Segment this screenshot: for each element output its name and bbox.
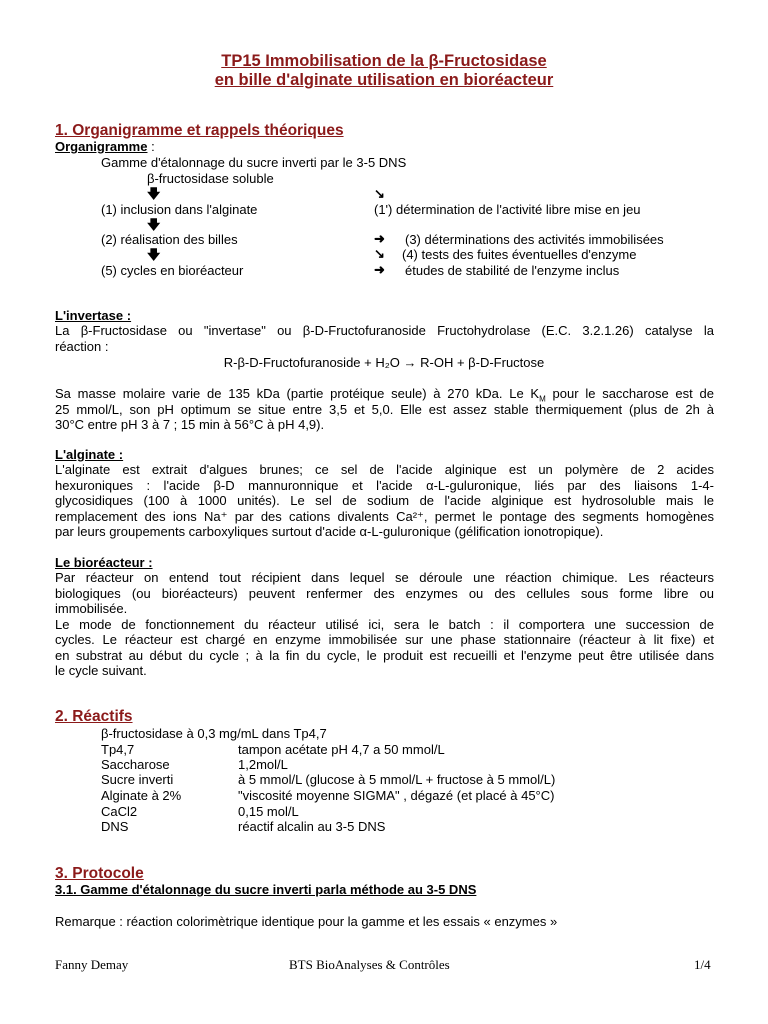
alginate-line4: remplacement des ions Na⁺ par des cations divalents Ca²⁺, permet le pontage des segments homogènes — [55, 508, 714, 524]
arrow-down-icon: 🡇 — [147, 186, 161, 201]
bioreacteur-paragraph — [55, 570, 714, 679]
invertase-paragraph — [55, 323, 714, 354]
invertase-line1: La β-Fructosidase ou "invertase" ou β-D-Fructofuranoside Fructohydrolase (E.C. 3.2.1.26) catalyse la — [55, 323, 714, 338]
reagent-name: Tp4,7 — [101, 742, 135, 757]
section3-remark: Remarque : réaction colorimètrique identique pour la gamme et les essais « enzymes » — [55, 914, 558, 929]
reagent-name: Sucre inverti — [101, 772, 174, 787]
km-text: Sa masse molaire varie de 135 kDa (partie protéique seule) à 270 kDa. Le K — [55, 386, 540, 401]
bioreacteur-line3: immobilisée. — [55, 601, 128, 616]
flow-step1b: (1') détermination de l'activité libre mise en jeu — [374, 202, 641, 217]
bioreacteur-line6: en substrat au début du cycle ; à la fin du cycle, le produit est recueilli et l'enzyme peut être utilisée dans — [55, 647, 714, 663]
footer-author: Fanny Demay — [55, 957, 129, 972]
alginate-paragraph — [55, 462, 714, 540]
arrow-right-icon: ➜ — [374, 262, 385, 277]
reagent-desc: 1,2mol/L — [238, 757, 288, 772]
reagent-name: Saccharose — [101, 757, 170, 772]
section1-heading: 1. Organigramme et rappels théoriques — [55, 122, 344, 139]
section2-heading: 2. Réactifs — [55, 708, 133, 725]
arrow-down-icon: 🡇 — [147, 217, 161, 232]
flow-soluble: β-fructosidase soluble — [147, 171, 274, 186]
arrow-down-right-icon: ↘ — [374, 246, 385, 261]
flow-step5: (5) cycles en bioréacteur — [101, 263, 244, 278]
invertase-prop-line1 — [55, 386, 714, 402]
km-subscript: M — [539, 394, 546, 404]
reagent-desc: "viscosité moyenne SIGMA" , dégazé (et placé à 45°C) — [238, 788, 555, 803]
bioreacteur-label: Le bioréacteur : — [55, 555, 153, 570]
flow-step4: (4) tests des fuites éventuelles d'enzyme — [402, 247, 637, 262]
invertase-equation: R-β-D-Fructofuranoside + H₂O → R-OH + β-D-Fructose — [223, 355, 545, 370]
reagent-desc: 0,15 mol/L — [238, 804, 299, 819]
bioreacteur-line7: le cycle suivant. — [55, 663, 147, 678]
reagent-name: Alginate à 2% — [101, 788, 182, 803]
reagent-first: β-fructosidase à 0,3 mg/mL dans Tp4,7 — [101, 726, 327, 741]
section3-heading: 3. Protocole — [55, 865, 144, 882]
reagent-name: CaCl2 — [101, 804, 138, 819]
invertase-prop-line2: 25 mmol/L, son pH optimum se situe entre 3,5 et 5,0. Elle est assez stable thermiquement (plus de 2h à — [55, 401, 714, 417]
alginate-line3: glycosidiques (100 à 1000 unités). Le sel de sodium de l'acide alginique est hydrosoluble mais le — [55, 493, 714, 508]
document-title-line2: en bille d'alginate utilisation en bioréacteur — [214, 71, 554, 89]
flow-gamme: Gamme d'étalonnage du sucre inverti par le 3-5 DNS — [101, 155, 407, 170]
invertase-label: L'invertase : — [55, 308, 132, 323]
reagent-name: DNS — [101, 819, 129, 834]
footer-course: BTS BioAnalyses & Contrôles — [289, 957, 450, 972]
arrow-down-icon: 🡇 — [147, 247, 161, 262]
alginate-label: L'alginate : — [55, 447, 124, 462]
reagent-desc: à 5 mmol/L (glucose à 5 mmol/L + fructose à 5 mmol/L) — [238, 772, 556, 787]
alginate-line5: par leurs groupements carboxyliques surtout d'acide α-L-guluronique (gélification ionotropique). — [55, 524, 604, 539]
reagent-desc: réactif alcalin au 3-5 DNS — [238, 819, 386, 834]
alginate-line1: L'alginate est extrait d'algues brunes; ce sel de l'acide alginique est un polymère de 2 acides — [55, 462, 714, 477]
reagent-desc: tampon acétate pH 4,7 a 50 mmol/L — [238, 742, 445, 757]
bioreacteur-line4: Le mode de fonctionnement du réacteur utilisé ici, sera le batch : il comportera une succession de — [55, 616, 714, 632]
organigramme-label: Organigramme — [55, 139, 148, 154]
km-text-end: pour le saccharose est de — [545, 386, 714, 401]
invertase-properties — [55, 386, 714, 433]
organigramme-heading — [55, 139, 155, 154]
flow-step6: études de stabilité de l'enzyme inclus — [405, 263, 620, 278]
alginate-line2: hexuroniques : l'acide β-D mannuronnique et l'acide α-L-guluronique, liés par des liaisons 1-4- — [55, 477, 714, 493]
footer-page-number: 1/4 — [694, 957, 711, 972]
flow-step3: (3) déterminations des activités immobilisées — [405, 232, 664, 247]
flow-step2: (2) réalisation des billes — [101, 232, 238, 247]
bioreacteur-line1: Par réacteur on entend tout récipient dans lequel se déroule une réaction chimique. Les réacteurs — [55, 570, 714, 585]
bioreacteur-line2: biologiques (ou bioréacteurs) peuvent renfermer des enzymes ou des cellules sous forme libre ou — [55, 585, 714, 601]
invertase-prop-line3: 30°C entre pH 3 à 7 ; 15 min à 56°C à pH 4,9). — [55, 417, 325, 432]
arrow-down-right-icon: ↘ — [374, 186, 385, 201]
organigramme-colon: : — [147, 139, 155, 154]
invertase-line2: réaction : — [55, 338, 109, 354]
bioreacteur-line5: cycles. Le réacteur est chargé en enzyme immobilisée sur une phase stationnaire (réacteur à lit fixe) et — [55, 632, 714, 647]
section3-subheading: 3.1. Gamme d'étalonnage du sucre inverti parla méthode au 3-5 DNS — [55, 882, 477, 897]
document-title-line1: TP15 Immobilisation de la β-Fructosidase — [221, 52, 547, 70]
arrow-right-icon: ➜ — [374, 231, 385, 246]
flow-step1: (1) inclusion dans l'alginate — [101, 202, 258, 217]
